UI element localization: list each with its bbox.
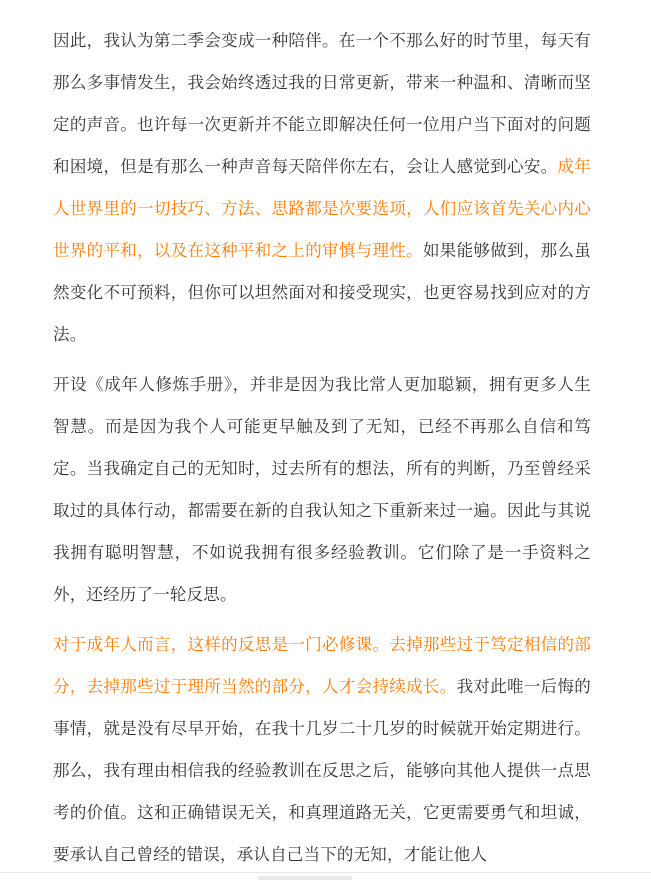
paragraph-1-highlight: 成年人世界里的一切技巧、方法、思路都是次要选项，人们应该首先关心内心世界的平和，以及在这种平和之上的审慎与理性。 xyxy=(53,157,592,260)
paragraph-1 xyxy=(53,20,591,356)
paragraph-1-text-2: 如果能够做到，那么虽然变化不可预料，但你可以坦然面对和接受现实，也更容易找到应对的方法。 xyxy=(53,241,591,344)
paragraph-1-text-1: 因此，我认为第二季会变成一种陪伴。在一个不那么好的时节里，每天有那么多事情发生，我会始终透过我的日常更新，带来一种温和、清晰而坚定的声音。也许每一次更新并不能立即解决任何一位用户当下面对的问题和困境，但是有那么一种声音每天陪伴你左右，会让人感觉到心安。 xyxy=(53,31,591,176)
paragraph-2-text-1: 开设《成年人修炼手册》，并非是因为我比常人更加聪颖，拥有更多人生智慧。而是因为我个人可能更早触及到了无知，已经不再那么自信和笃定。当我确定自己的无知时，过去所有的想法，所有的判断，乃至曾经采取过的具体行动，都需要在新的自我认知之下重新来过一遍。因此与其说我拥有聪明智慧，不如说我拥有很多经验教训。它们除了是一手资料之外，还经历了一轮反思。 xyxy=(53,375,591,604)
paragraph-2 xyxy=(53,364,591,616)
paragraph-3-text-1: 我对此唯一后悔的事情，就是没有尽早开始，在我十几岁二十几岁的时候就开始定期进行。那么，我有理由相信我的经验教训在反思之后，能够向其他人提供一点思考的价值。这和正确错误无关，和真理道路无关，它更需要勇气和坦诚，要承认自己曾经的错误，承认自己当下的无知，才能让他人 xyxy=(53,677,591,864)
scroll-handle[interactable] xyxy=(258,876,352,880)
article-body xyxy=(53,20,591,876)
paragraph-3 xyxy=(53,624,591,876)
paragraph-3-highlight: 对于成年人而言，这样的反思是一门必修课。去掉那些过于笃定相信的部分，去掉那些过于理所当然的部分，人才会持续成长。 xyxy=(53,635,591,696)
